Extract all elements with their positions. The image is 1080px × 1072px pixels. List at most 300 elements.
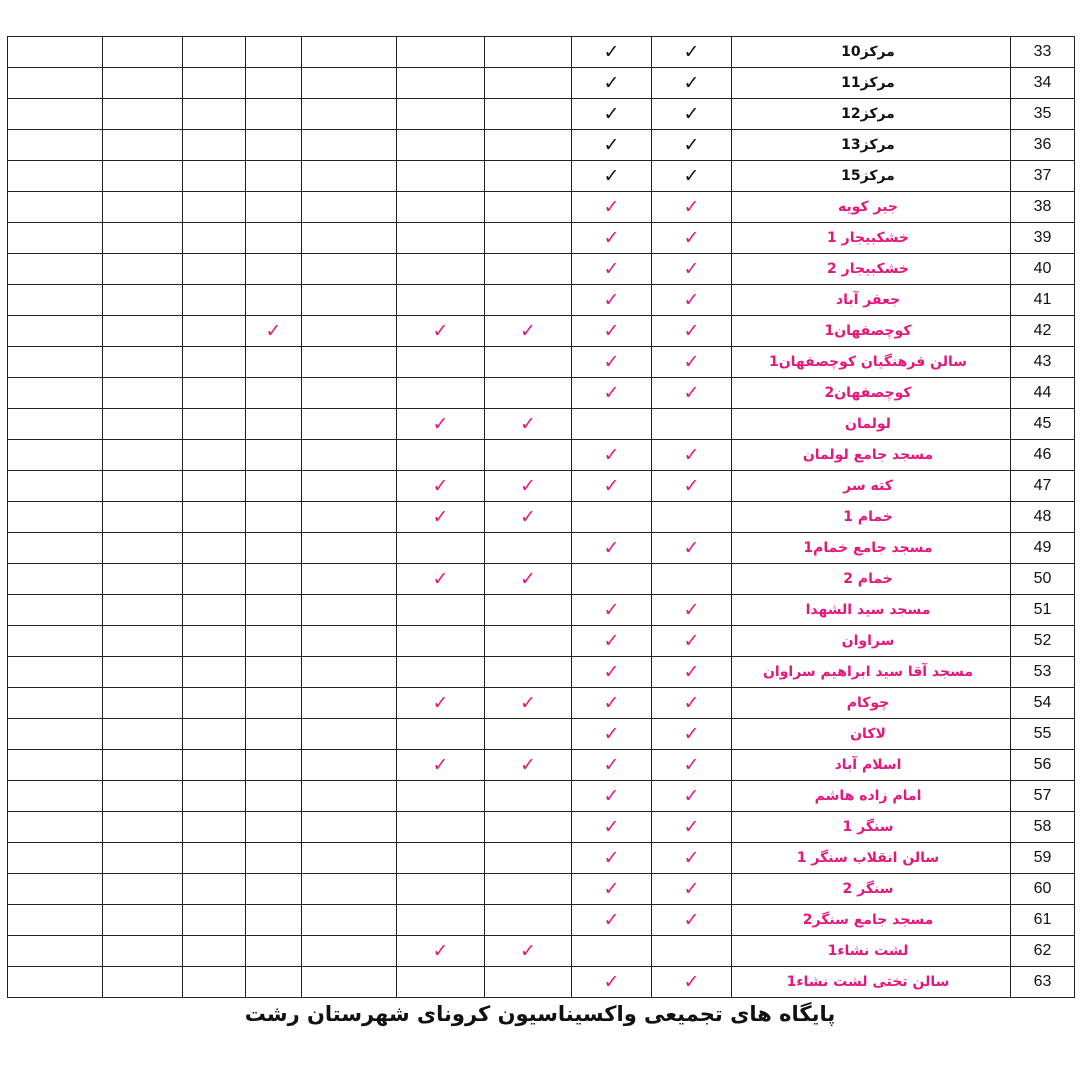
check-col-5-cell: [302, 905, 397, 936]
check-col-7-cell: [183, 254, 246, 285]
check-col-7-cell: [183, 471, 246, 502]
check-col-1-cell: [652, 843, 732, 874]
checkmark-icon: ✓: [520, 412, 536, 435]
checkmark-icon: ✓: [603, 195, 620, 218]
table-row: [8, 68, 1075, 99]
center-name-cell: مسجد جامع سنگر2: [732, 905, 1011, 936]
check-col-7-cell: [183, 812, 246, 843]
check-col-7-cell: [183, 781, 246, 812]
center-name-cell: لاکان: [732, 719, 1011, 750]
table-row: [8, 657, 1075, 688]
check-col-2-cell: [572, 533, 652, 564]
row-number-cell: 51: [1011, 595, 1075, 626]
checkmark-icon: ✓: [683, 133, 700, 156]
checkmark-icon: ✓: [603, 784, 620, 807]
center-name-cell: سنگر 2: [732, 874, 1011, 905]
check-col-6-cell: [246, 595, 302, 626]
check-col-3-cell: [485, 719, 572, 750]
check-col-2-cell: [572, 595, 652, 626]
row-number-cell: 61: [1011, 905, 1075, 936]
check-col-6-cell: [246, 874, 302, 905]
check-col-6-cell: [246, 967, 302, 998]
check-col-9-cell: [8, 905, 103, 936]
checkmark-icon: ✓: [603, 722, 620, 745]
check-col-1-cell: [652, 37, 732, 68]
center-name-cell: سراوان: [732, 626, 1011, 657]
check-col-4-cell: [397, 564, 485, 595]
check-col-6-cell: [246, 37, 302, 68]
checkmark-icon: ✓: [432, 505, 449, 528]
check-col-8-cell: [103, 781, 183, 812]
check-col-5-cell: [302, 657, 397, 688]
check-col-3-cell: [485, 254, 572, 285]
checkmark-icon: ✓: [683, 815, 700, 838]
table-row: [8, 409, 1075, 440]
check-col-4-cell: [397, 161, 485, 192]
check-col-8-cell: [103, 905, 183, 936]
check-col-8-cell: [103, 471, 183, 502]
check-col-6-cell: [246, 719, 302, 750]
check-col-5-cell: [302, 285, 397, 316]
check-col-5-cell: [302, 316, 397, 347]
checkmark-icon: ✓: [520, 753, 536, 776]
check-col-8-cell: [103, 37, 183, 68]
row-number-cell: 59: [1011, 843, 1075, 874]
check-col-1-cell: [652, 781, 732, 812]
table-row: [8, 130, 1075, 161]
table-row: [8, 533, 1075, 564]
check-col-7-cell: [183, 936, 246, 967]
checkmark-icon: ✓: [603, 133, 620, 156]
center-name-cell: جعفر آباد: [732, 285, 1011, 316]
table-row: [8, 316, 1075, 347]
check-col-8-cell: [103, 657, 183, 688]
row-number-cell: 53: [1011, 657, 1075, 688]
check-col-1-cell: [652, 595, 732, 626]
checkmark-icon: ✓: [683, 660, 700, 683]
check-col-1-cell: [652, 347, 732, 378]
table-row: [8, 781, 1075, 812]
check-col-7-cell: [183, 905, 246, 936]
check-col-8-cell: [103, 378, 183, 409]
check-col-4-cell: [397, 99, 485, 130]
check-col-7-cell: [183, 378, 246, 409]
table-row: [8, 161, 1075, 192]
checkmark-icon: ✓: [603, 474, 620, 497]
check-col-2-cell: [572, 688, 652, 719]
check-col-5-cell: [302, 192, 397, 223]
check-col-3-cell: [485, 843, 572, 874]
check-col-5-cell: [302, 254, 397, 285]
check-col-5-cell: [302, 409, 397, 440]
check-col-3-cell: [485, 316, 572, 347]
check-col-6-cell: [246, 316, 302, 347]
checkmark-icon: ✓: [603, 350, 620, 373]
check-col-2-cell: [572, 564, 652, 595]
checkmark-icon: ✓: [683, 753, 700, 776]
center-name-cell: چوکام: [732, 688, 1011, 719]
check-col-6-cell: [246, 378, 302, 409]
check-col-9-cell: [8, 843, 103, 874]
check-col-2-cell: [572, 130, 652, 161]
check-col-4-cell: [397, 37, 485, 68]
center-name-cell: مسجد آقا سید ابراهیم سراوان: [732, 657, 1011, 688]
check-col-7-cell: [183, 626, 246, 657]
checkmark-icon: ✓: [432, 474, 449, 497]
check-col-3-cell: [485, 347, 572, 378]
check-col-1-cell: [652, 750, 732, 781]
check-col-9-cell: [8, 440, 103, 471]
check-col-7-cell: [183, 409, 246, 440]
document-title: پایگاه های تجمیعی واکسیناسیون کرونای شهرستان رشت: [244, 1002, 836, 1026]
check-col-4-cell: [397, 68, 485, 99]
row-number-cell: 33: [1011, 37, 1075, 68]
checkmark-icon: ✓: [683, 164, 700, 187]
checkmark-icon: ✓: [603, 753, 620, 776]
check-col-1-cell: [652, 130, 732, 161]
check-col-6-cell: [246, 99, 302, 130]
check-col-3-cell: [485, 285, 572, 316]
check-col-2-cell: [572, 409, 652, 440]
checkmark-icon: ✓: [520, 567, 536, 590]
check-col-3-cell: [485, 378, 572, 409]
check-col-7-cell: [183, 564, 246, 595]
check-col-9-cell: [8, 595, 103, 626]
check-col-3-cell: [485, 595, 572, 626]
check-col-4-cell: [397, 347, 485, 378]
check-col-5-cell: [302, 130, 397, 161]
checkmark-icon: ✓: [432, 691, 449, 714]
checkmark-icon: ✓: [683, 722, 700, 745]
check-col-5-cell: [302, 874, 397, 905]
check-col-1-cell: [652, 99, 732, 130]
row-number-cell: 41: [1011, 285, 1075, 316]
check-col-8-cell: [103, 440, 183, 471]
centers-table: [7, 36, 1075, 998]
checkmark-icon: ✓: [683, 443, 700, 466]
check-col-8-cell: [103, 843, 183, 874]
check-col-3-cell: [485, 750, 572, 781]
check-col-3-cell: [485, 812, 572, 843]
check-col-2-cell: [572, 874, 652, 905]
checkmark-icon: ✓: [683, 598, 700, 621]
check-col-7-cell: [183, 161, 246, 192]
check-col-7-cell: [183, 192, 246, 223]
row-number-cell: 56: [1011, 750, 1075, 781]
check-col-4-cell: [397, 936, 485, 967]
check-col-6-cell: [246, 781, 302, 812]
check-col-6-cell: [246, 130, 302, 161]
check-col-5-cell: [302, 626, 397, 657]
checkmark-icon: ✓: [683, 257, 700, 280]
row-number-cell: 60: [1011, 874, 1075, 905]
center-name-cell: مرکز12: [732, 99, 1011, 130]
check-col-9-cell: [8, 719, 103, 750]
check-col-5-cell: [302, 688, 397, 719]
center-name-cell: امام زاده هاشم: [732, 781, 1011, 812]
center-name-cell: کته سر: [732, 471, 1011, 502]
check-col-9-cell: [8, 967, 103, 998]
check-col-1-cell: [652, 688, 732, 719]
check-col-8-cell: [103, 316, 183, 347]
check-col-6-cell: [246, 68, 302, 99]
checkmark-icon: ✓: [603, 102, 620, 125]
check-col-8-cell: [103, 967, 183, 998]
check-col-2-cell: [572, 223, 652, 254]
check-col-5-cell: [302, 440, 397, 471]
check-col-7-cell: [183, 68, 246, 99]
center-name-cell: اسلام آباد: [732, 750, 1011, 781]
checkmark-icon: ✓: [520, 691, 536, 714]
checkmark-icon: ✓: [683, 474, 700, 497]
check-col-8-cell: [103, 99, 183, 130]
row-number-cell: 63: [1011, 967, 1075, 998]
check-col-1-cell: [652, 967, 732, 998]
center-name-cell: کوچصفهان2: [732, 378, 1011, 409]
center-name-cell: لشت نشاء1: [732, 936, 1011, 967]
check-col-2-cell: [572, 37, 652, 68]
check-col-7-cell: [183, 533, 246, 564]
check-col-1-cell: [652, 812, 732, 843]
check-col-1-cell: [652, 719, 732, 750]
row-number-cell: 62: [1011, 936, 1075, 967]
row-number-cell: 45: [1011, 409, 1075, 440]
check-col-4-cell: [397, 874, 485, 905]
check-col-5-cell: [302, 502, 397, 533]
check-col-7-cell: [183, 37, 246, 68]
checkmark-icon: ✓: [603, 226, 620, 249]
check-col-3-cell: [485, 223, 572, 254]
check-col-7-cell: [183, 967, 246, 998]
center-name-cell: سالن فرهنگیان کوچصفهان1: [732, 347, 1011, 378]
check-col-4-cell: [397, 130, 485, 161]
check-col-6-cell: [246, 936, 302, 967]
checkmark-icon: ✓: [520, 939, 536, 962]
check-col-5-cell: [302, 99, 397, 130]
check-col-9-cell: [8, 781, 103, 812]
check-col-6-cell: [246, 533, 302, 564]
check-col-7-cell: [183, 502, 246, 533]
check-col-4-cell: [397, 285, 485, 316]
check-col-8-cell: [103, 254, 183, 285]
checkmark-icon: ✓: [265, 319, 282, 342]
check-col-6-cell: [246, 471, 302, 502]
check-col-3-cell: [485, 781, 572, 812]
check-col-4-cell: [397, 812, 485, 843]
checkmark-icon: ✓: [603, 164, 620, 187]
center-name-cell: سالن انقلاب سنگر 1: [732, 843, 1011, 874]
row-number-cell: 47: [1011, 471, 1075, 502]
check-col-4-cell: [397, 657, 485, 688]
row-number-cell: 34: [1011, 68, 1075, 99]
check-col-4-cell: [397, 378, 485, 409]
check-col-1-cell: [652, 409, 732, 440]
checkmark-icon: ✓: [683, 908, 700, 931]
check-col-2-cell: [572, 316, 652, 347]
center-name-cell: مرکز15: [732, 161, 1011, 192]
check-col-8-cell: [103, 192, 183, 223]
check-col-5-cell: [302, 533, 397, 564]
check-col-3-cell: [485, 37, 572, 68]
check-col-6-cell: [246, 440, 302, 471]
check-col-7-cell: [183, 595, 246, 626]
check-col-9-cell: [8, 316, 103, 347]
center-name-cell: سالن تختی لشت نشاء1: [732, 967, 1011, 998]
table-row: [8, 719, 1075, 750]
check-col-9-cell: [8, 223, 103, 254]
check-col-5-cell: [302, 750, 397, 781]
checkmark-icon: ✓: [520, 505, 536, 528]
check-col-4-cell: [397, 595, 485, 626]
check-col-2-cell: [572, 657, 652, 688]
check-col-6-cell: [246, 843, 302, 874]
check-col-9-cell: [8, 161, 103, 192]
check-col-1-cell: [652, 192, 732, 223]
check-col-4-cell: [397, 781, 485, 812]
checkmark-icon: ✓: [603, 257, 620, 280]
checkmark-icon: ✓: [683, 288, 700, 311]
checkmark-icon: ✓: [683, 536, 700, 559]
checkmark-icon: ✓: [683, 784, 700, 807]
table-row: [8, 502, 1075, 533]
check-col-8-cell: [103, 688, 183, 719]
check-col-2-cell: [572, 812, 652, 843]
check-col-3-cell: [485, 161, 572, 192]
row-number-cell: 44: [1011, 378, 1075, 409]
check-col-1-cell: [652, 440, 732, 471]
table-row: [8, 967, 1075, 998]
checkmark-icon: ✓: [603, 40, 620, 63]
check-col-5-cell: [302, 564, 397, 595]
check-col-4-cell: [397, 254, 485, 285]
checkmark-icon: ✓: [683, 40, 700, 63]
checkmark-icon: ✓: [683, 629, 700, 652]
check-col-5-cell: [302, 595, 397, 626]
checkmark-icon: ✓: [432, 319, 449, 342]
check-col-7-cell: [183, 719, 246, 750]
check-col-3-cell: [485, 657, 572, 688]
table-row: [8, 192, 1075, 223]
table-row: [8, 936, 1075, 967]
check-col-4-cell: [397, 905, 485, 936]
check-col-3-cell: [485, 68, 572, 99]
check-col-9-cell: [8, 378, 103, 409]
check-col-9-cell: [8, 564, 103, 595]
check-col-1-cell: [652, 223, 732, 254]
check-col-6-cell: [246, 409, 302, 440]
check-col-4-cell: [397, 967, 485, 998]
checkmark-icon: ✓: [683, 350, 700, 373]
check-col-4-cell: [397, 843, 485, 874]
check-col-6-cell: [246, 254, 302, 285]
center-name-cell: خشکبیجار 1: [732, 223, 1011, 254]
checkmark-icon: ✓: [683, 195, 700, 218]
check-col-6-cell: [246, 192, 302, 223]
center-name-cell: خمام 1: [732, 502, 1011, 533]
check-col-5-cell: [302, 223, 397, 254]
check-col-4-cell: [397, 192, 485, 223]
check-col-8-cell: [103, 750, 183, 781]
check-col-1-cell: [652, 68, 732, 99]
check-col-1-cell: [652, 316, 732, 347]
check-col-3-cell: [485, 626, 572, 657]
row-number-cell: 36: [1011, 130, 1075, 161]
check-col-2-cell: [572, 254, 652, 285]
check-col-1-cell: [652, 626, 732, 657]
check-col-3-cell: [485, 440, 572, 471]
center-name-cell: کوچصفهان1: [732, 316, 1011, 347]
checkmark-icon: ✓: [683, 319, 700, 342]
check-col-5-cell: [302, 378, 397, 409]
center-name-cell: خمام 2: [732, 564, 1011, 595]
row-number-cell: 52: [1011, 626, 1075, 657]
check-col-6-cell: [246, 564, 302, 595]
check-col-4-cell: [397, 626, 485, 657]
check-col-9-cell: [8, 347, 103, 378]
checkmark-icon: ✓: [520, 474, 536, 497]
check-col-9-cell: [8, 533, 103, 564]
check-col-5-cell: [302, 37, 397, 68]
check-col-6-cell: [246, 688, 302, 719]
row-number-cell: 54: [1011, 688, 1075, 719]
check-col-9-cell: [8, 750, 103, 781]
checkmark-icon: ✓: [603, 319, 620, 342]
check-col-2-cell: [572, 471, 652, 502]
checkmark-icon: ✓: [603, 815, 620, 838]
check-col-2-cell: [572, 781, 652, 812]
checkmark-icon: ✓: [683, 846, 700, 869]
check-col-4-cell: [397, 471, 485, 502]
table-row: [8, 285, 1075, 316]
table-row: [8, 688, 1075, 719]
check-col-2-cell: [572, 750, 652, 781]
check-col-7-cell: [183, 657, 246, 688]
check-col-4-cell: [397, 223, 485, 254]
check-col-6-cell: [246, 750, 302, 781]
table-row: [8, 564, 1075, 595]
check-col-3-cell: [485, 874, 572, 905]
table-row: [8, 471, 1075, 502]
check-col-8-cell: [103, 533, 183, 564]
checkmark-icon: ✓: [603, 908, 620, 931]
check-col-2-cell: [572, 161, 652, 192]
table-row: [8, 37, 1075, 68]
checkmark-icon: ✓: [603, 71, 620, 94]
row-number-cell: 39: [1011, 223, 1075, 254]
check-col-4-cell: [397, 316, 485, 347]
check-col-2-cell: [572, 936, 652, 967]
check-col-2-cell: [572, 285, 652, 316]
check-col-8-cell: [103, 812, 183, 843]
check-col-1-cell: [652, 564, 732, 595]
checkmark-icon: ✓: [603, 288, 620, 311]
center-name-cell: مسجد سید الشهدا: [732, 595, 1011, 626]
center-name-cell: مرکز13: [732, 130, 1011, 161]
check-col-4-cell: [397, 688, 485, 719]
checkmark-icon: ✓: [683, 970, 700, 993]
check-col-9-cell: [8, 254, 103, 285]
check-col-7-cell: [183, 750, 246, 781]
checkmark-icon: ✓: [683, 877, 700, 900]
check-col-3-cell: [485, 564, 572, 595]
check-col-1-cell: [652, 936, 732, 967]
check-col-9-cell: [8, 471, 103, 502]
checkmark-icon: ✓: [683, 71, 700, 94]
check-col-7-cell: [183, 688, 246, 719]
table-row: [8, 223, 1075, 254]
check-col-4-cell: [397, 440, 485, 471]
check-col-6-cell: [246, 223, 302, 254]
